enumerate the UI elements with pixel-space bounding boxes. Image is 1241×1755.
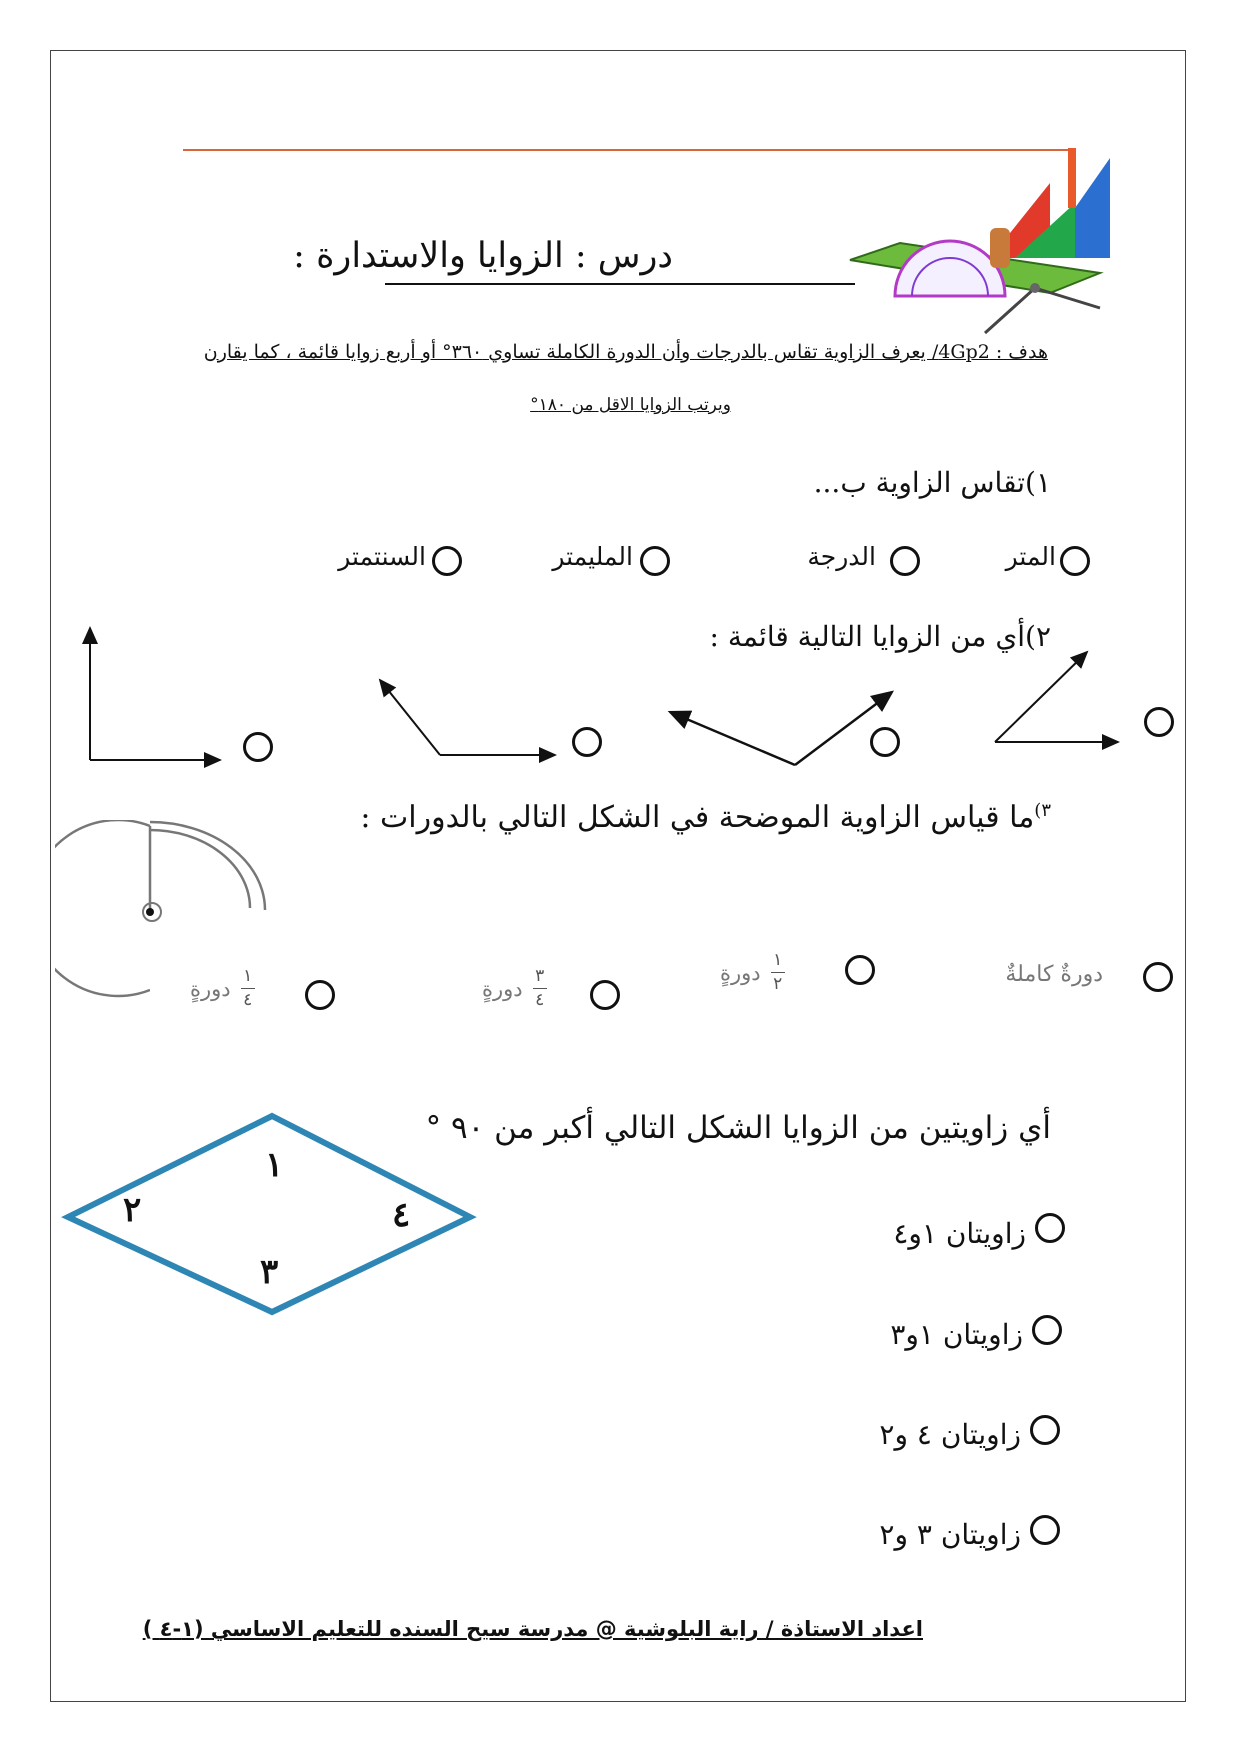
q4-option-4-label: زاويتان ٣ و٢ [879, 1518, 1021, 1551]
q3-option-3-radio[interactable] [590, 980, 620, 1010]
rhombus-label-4: ٤ [392, 1195, 411, 1235]
lesson-goal-line1: هدف : 4Gp2/ يعرف الزاوية تقاس بالدرجات وأن الدورة الكاملة تساوي ٣٦٠° أو أربع زوايا قائمة ، كما يقارن [203, 341, 1048, 363]
rhombus-label-3: ٣ [260, 1252, 279, 1292]
question-3 [360, 800, 1051, 835]
q3-option-2-radio[interactable] [845, 955, 875, 985]
q1-option-3-label: المليمتر [552, 542, 633, 571]
q1-option-3-radio[interactable] [640, 546, 670, 576]
question-4: أي زاويتين من الزوايا الشكل التالي أكبر من ٩٠ ° [425, 1110, 1051, 1146]
q4-option-1-radio[interactable] [1035, 1213, 1065, 1243]
q2-angle-figures [70, 620, 1150, 780]
lesson-title: درس : الزوايا والاستدارة : [293, 236, 673, 276]
q4-option-4-radio[interactable] [1030, 1515, 1060, 1545]
right-angle-figure [90, 628, 220, 760]
question-3-text: ما قياس الزاوية الموضحة في الشكل التالي بالدورات : [360, 800, 1035, 835]
rhombus-label-2: ٢ [123, 1190, 142, 1230]
q1-option-1-label: المتر [1005, 542, 1056, 571]
obtuse-angle-figure-2 [670, 692, 892, 765]
q4-option-3-label: زاويتان ٤ و٢ [879, 1418, 1021, 1451]
q2-option-acute-radio[interactable] [1144, 707, 1174, 737]
q1-option-2-radio[interactable] [890, 546, 920, 576]
q4-option-3-radio[interactable] [1030, 1415, 1060, 1445]
question-2: ٢)أي من الزوايا التالية قائمة : [709, 620, 1051, 653]
q3-option-1-radio[interactable] [1143, 962, 1173, 992]
q4-option-1-label: زاويتان ١و٤ [893, 1217, 1026, 1250]
q3-option-1-label: دورةٌ كاملةٌ [1005, 962, 1103, 987]
title-underline [385, 283, 855, 285]
footer-credit: اعداد الاستاذة / راية البلوشية @ مدرسة سيح السنده للتعليم الاساسي (١-٤ ) [142, 1617, 923, 1641]
question-3-number: ٣) [1034, 800, 1051, 821]
q2-option-right-angle-radio[interactable] [243, 732, 273, 762]
acute-angle-figure [995, 652, 1118, 742]
q4-option-2-label: زاويتان ١و٣ [890, 1318, 1023, 1351]
q1-option-2-label: الدرجة [807, 542, 876, 571]
q1-option-1-radio[interactable] [1060, 546, 1090, 576]
q3-option-3-label: $\frac{٣}{٤}$ دورةٍ [482, 968, 551, 1009]
lesson-goal-line2: ويرتب الزوايا الاقل من ١٨٠° [530, 395, 731, 415]
q3-option-2-fraction: $\frac{١}{٢}$ [771, 952, 785, 993]
math-tools-clipart [840, 148, 1110, 338]
q1-option-4-label: السنتمتر [338, 542, 426, 571]
q3-option-2-label: $\frac{١}{٢}$ دورةٍ [720, 952, 789, 993]
q1-option-4-radio[interactable] [432, 546, 462, 576]
question-1: ١)تقاس الزاوية ب... [813, 466, 1051, 499]
q3-option-4-fraction: $\frac{١}{٤}$ [241, 968, 255, 1009]
q2-option-obtuse-1-radio[interactable] [572, 727, 602, 757]
obtuse-angle-figure-1 [380, 680, 555, 755]
q3-option-3-fraction: $\frac{٣}{٤}$ [533, 968, 547, 1009]
q3-option-4-label: $\frac{١}{٤}$ دورةٍ [190, 968, 259, 1009]
q2-option-obtuse-2-radio[interactable] [870, 727, 900, 757]
q4-option-2-radio[interactable] [1032, 1315, 1062, 1345]
rhombus-label-1: ١ [265, 1145, 284, 1185]
q3-option-4-radio[interactable] [305, 980, 335, 1010]
